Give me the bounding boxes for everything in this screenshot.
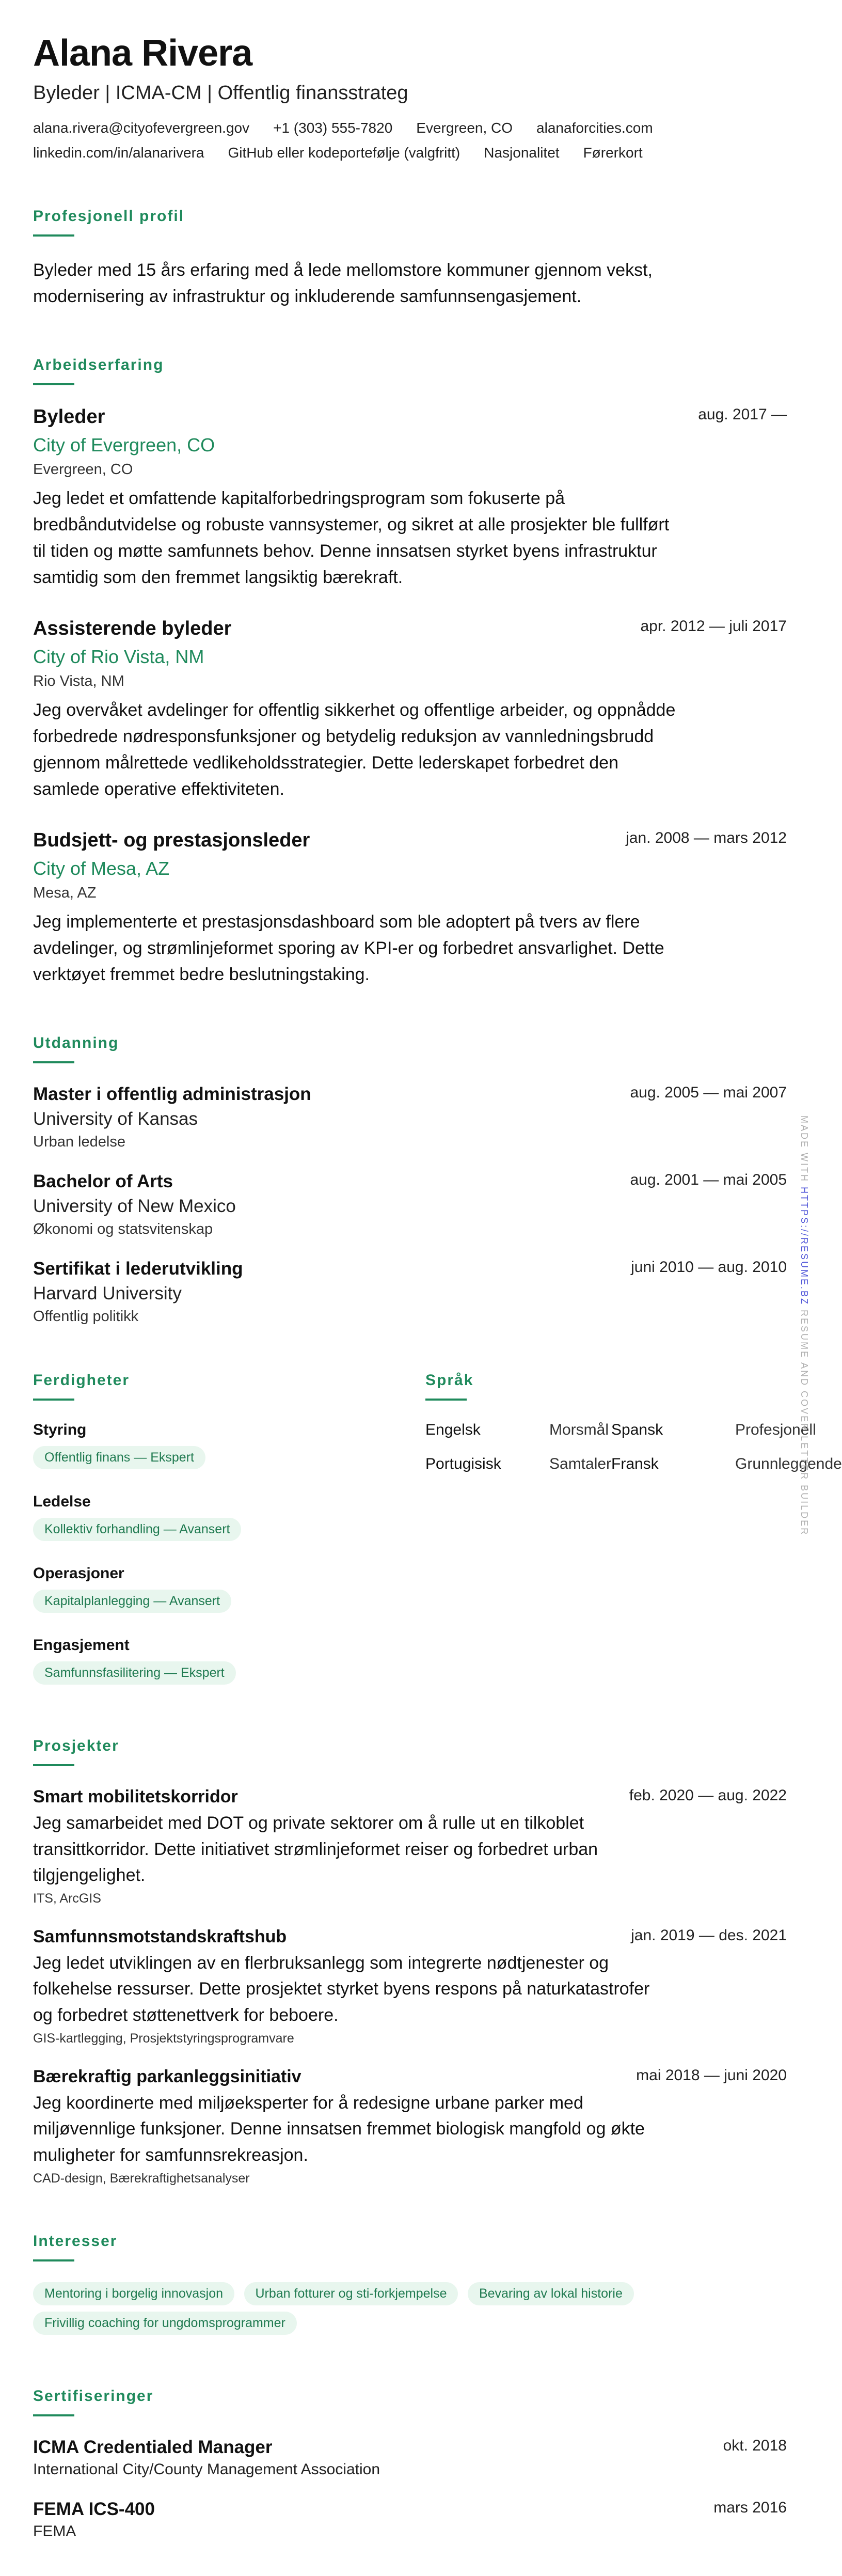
job-date: apr. 2012 — juli 2017 xyxy=(640,618,787,635)
section-title-languages: Språk xyxy=(425,1372,474,1389)
skill-category: Ledelse xyxy=(33,1493,91,1511)
interest-list xyxy=(33,2282,766,2341)
skill-group xyxy=(33,1421,425,1475)
experience-entry xyxy=(33,618,787,803)
language-name: Fransk xyxy=(611,1455,659,1473)
skill-category: Engasjement xyxy=(33,1637,130,1654)
skill-category: Styring xyxy=(33,1421,87,1439)
skill-group xyxy=(33,1637,425,1691)
education-date: aug. 2005 — mai 2007 xyxy=(630,1084,787,1102)
job-description: Jeg overvåket avdelinger for offentlig sikkerhet og offentlige arbeider, og oppnådde forbedrede nødresponsfunksjoner og betydelig reduksjon av vannledningsbrudd gjennom målrettede vedlikeholdsstrategier. Dette lederskapet forbedret den samlede operative effektiviteten. xyxy=(33,700,676,799)
school-name: University of New Mexico xyxy=(33,1196,236,1217)
interest-chip: Bevaring av lokal historie xyxy=(468,2282,634,2305)
job-employer: City of Rio Vista, NM xyxy=(33,646,204,668)
project-name: Samfunnsmotstandskraftshub xyxy=(33,1927,287,1947)
section-title-profile: Profesjonell profil xyxy=(33,208,185,225)
project-tech: ITS, ArcGIS xyxy=(33,1891,101,1906)
interest-chip: Urban fotturer og sti-forkjempelse xyxy=(244,2282,458,2305)
contact-location: Evergreen, CO xyxy=(416,120,513,136)
language-list xyxy=(425,1421,842,1473)
language-name: Spansk xyxy=(611,1421,663,1439)
project-tech: CAD-design, Bærekraftighetsanalyser xyxy=(33,2171,250,2186)
section-divider xyxy=(33,1399,74,1401)
name-heading: Alana Rivera xyxy=(33,33,252,74)
skill-chip: Offentlig finans — Ekspert xyxy=(33,1446,205,1469)
education-date: aug. 2001 — mai 2005 xyxy=(630,1171,787,1189)
section-title-projects: Prosjekter xyxy=(33,1737,119,1755)
project-tech: GIS-kartlegging, Prosjektstyringsprogramvare xyxy=(33,2031,294,2046)
project-description: Jeg ledet utviklingen av en flerbruksanlegg som integrerte nødtjenester og folkehelse ressurser. Dette prosjektet styrket byens respons på naturkatastrofer og forbedret støttenettverk for beboere. xyxy=(33,1953,650,2025)
job-title: Byleder xyxy=(33,406,105,428)
project-entry xyxy=(33,1927,787,2046)
skill-group xyxy=(33,1493,425,1547)
section-divider xyxy=(33,1061,74,1063)
certification-issuer: FEMA xyxy=(33,2523,76,2540)
job-location: Evergreen, CO xyxy=(33,461,133,478)
section-divider xyxy=(33,383,74,385)
section-divider xyxy=(33,2414,74,2416)
study-field: Offentlig politikk xyxy=(33,1308,139,1325)
section-title-education: Utdanning xyxy=(33,1034,119,1052)
job-description: Jeg implementerte et prestasjonsdashboard som ble adoptert på tvers av flere avdelinger, og strømlinjeformet sporing av KPI-er og forbedret ansvarlighet. Dette verktøyet fremmet bedre beslutningstaking. xyxy=(33,912,664,985)
profile-summary: Byleder med 15 års erfaring med å lede mellomstore kommuner gjennom vekst, modernisering av infrastruktur og inkluderende samfunnsengasjement. xyxy=(33,260,653,307)
made-with-prefix: MADE WITH xyxy=(799,1116,809,1183)
job-date: aug. 2017 — xyxy=(698,406,787,423)
job-location: Rio Vista, NM xyxy=(33,673,124,690)
headline: Byleder | ICMA-CM | Offentlig finansstrateg xyxy=(33,82,408,104)
certification-entry xyxy=(33,2437,787,2478)
certification-issuer: International City/County Management Association xyxy=(33,2461,380,2478)
section-title-experience: Arbeidserfaring xyxy=(33,356,164,374)
contact-license: Førerkort xyxy=(583,145,643,161)
project-description: Jeg koordinerte med miljøeksperter for å redesigne urbane parker med miljøvennlige funksjoner. Denne innsatsen fremmet biologisk mangfold og økte muligheter for samfunnsrekreasjon. xyxy=(33,2093,645,2165)
section-divider xyxy=(33,234,74,237)
interest-chip: Mentoring i borgelig innovasjon xyxy=(33,2282,234,2305)
study-field: Økonomi og statsvitenskap xyxy=(33,1221,213,1238)
project-entry xyxy=(33,1787,787,1906)
job-employer: City of Evergreen, CO xyxy=(33,434,215,456)
degree-title: Master i offentlig administrasjon xyxy=(33,1084,311,1105)
certification-name: ICMA Credentialed Manager xyxy=(33,2437,273,2457)
job-title: Assisterende byleder xyxy=(33,618,232,640)
degree-title: Sertifikat i lederutvikling xyxy=(33,1259,243,1279)
skill-chip: Kapitalplanlegging — Avansert xyxy=(33,1590,231,1613)
section-divider xyxy=(33,2259,74,2261)
resume-link[interactable]: HTTPS://RESUME.BZ xyxy=(799,1187,809,1306)
contact-list xyxy=(33,120,766,161)
section-title-skills: Ferdigheter xyxy=(33,1372,130,1389)
study-field: Urban ledelse xyxy=(33,1134,125,1151)
project-date: feb. 2020 — aug. 2022 xyxy=(629,1787,787,1804)
education-date: juni 2010 — aug. 2010 xyxy=(631,1259,787,1276)
language-name: Portugisisk xyxy=(425,1455,501,1473)
skill-chip: Samfunnsfasilitering — Ekspert xyxy=(33,1661,236,1685)
section-title-interests: Interesser xyxy=(33,2233,118,2250)
contact-email[interactable]: alana.rivera@cityofevergreen.gov xyxy=(33,120,250,136)
certification-name: FEMA ICS-400 xyxy=(33,2499,155,2519)
section-title-certifications: Sertifiseringer xyxy=(33,2387,154,2405)
education-entry xyxy=(33,1171,787,1238)
section-divider xyxy=(33,1764,74,1766)
experience-entry xyxy=(33,829,787,988)
job-title: Budsjett- og prestasjonsleder xyxy=(33,829,310,852)
experience-entry xyxy=(33,406,787,591)
contact-phone[interactable]: +1 (303) 555-7820 xyxy=(273,120,393,136)
language-level: Grunnleggende xyxy=(735,1455,842,1473)
language-level: Morsmål xyxy=(549,1421,609,1439)
contact-linkedin[interactable]: linkedin.com/in/alanarivera xyxy=(33,145,204,161)
education-entry xyxy=(33,1259,787,1325)
project-entry xyxy=(33,2067,787,2186)
certification-date: mars 2016 xyxy=(713,2499,787,2516)
project-date: mai 2018 — juni 2020 xyxy=(636,2067,787,2084)
contact-nationality: Nasjonalitet xyxy=(484,145,560,161)
job-location: Mesa, AZ xyxy=(33,885,97,902)
skill-group xyxy=(33,1565,425,1619)
contact-website[interactable]: alanaforcities.com xyxy=(536,120,653,136)
school-name: University of Kansas xyxy=(33,1109,198,1129)
made-with-suffix: RESUME AND COVER LETTER BUILDER xyxy=(799,1310,809,1536)
job-employer: City of Mesa, AZ xyxy=(33,858,170,879)
section-divider xyxy=(425,1399,467,1401)
skills-column xyxy=(33,1325,425,1691)
project-name: Bærekraftig parkanleggsinitiativ xyxy=(33,2067,301,2087)
language-level: Profesjonell xyxy=(735,1421,816,1439)
certification-date: okt. 2018 xyxy=(723,2437,787,2454)
certification-entry xyxy=(33,2499,787,2540)
contact-github[interactable]: GitHub eller kodeportefølje (valgfritt) xyxy=(228,145,460,161)
job-date: jan. 2008 — mars 2012 xyxy=(626,829,787,847)
language-name: Engelsk xyxy=(425,1421,481,1439)
degree-title: Bachelor of Arts xyxy=(33,1171,173,1192)
school-name: Harvard University xyxy=(33,1283,182,1304)
project-name: Smart mobilitetskorridor xyxy=(33,1787,238,1807)
skill-category: Operasjoner xyxy=(33,1565,124,1582)
project-date: jan. 2019 — des. 2021 xyxy=(631,1927,787,1944)
skill-chip: Kollektiv forhandling — Avansert xyxy=(33,1518,241,1541)
project-description: Jeg samarbeidet med DOT og private sektorer om å rulle ut en tilkoblet transittkorridor. Dette initiativet strømlinjeformet reiser og forbedret urban tilgjengelighet. xyxy=(33,1813,598,1885)
job-description: Jeg ledet et omfattende kapitalforbedringsprogram som fokuserte på bredbåndutvidelse og robuste vannsystemer, og sikret at alle prosjekter ble fullført til tiden og møtte samfunnets behov. Denne innsatsen styrket byens infrastruktur samtidig som den fremmet langsiktig bærekraft. xyxy=(33,489,670,588)
interest-chip: Frivillig coaching for ungdomsprogrammer xyxy=(33,2312,297,2335)
education-entry xyxy=(33,1084,787,1151)
made-with-note xyxy=(799,1116,809,1536)
language-level: Samtaler xyxy=(549,1455,612,1473)
